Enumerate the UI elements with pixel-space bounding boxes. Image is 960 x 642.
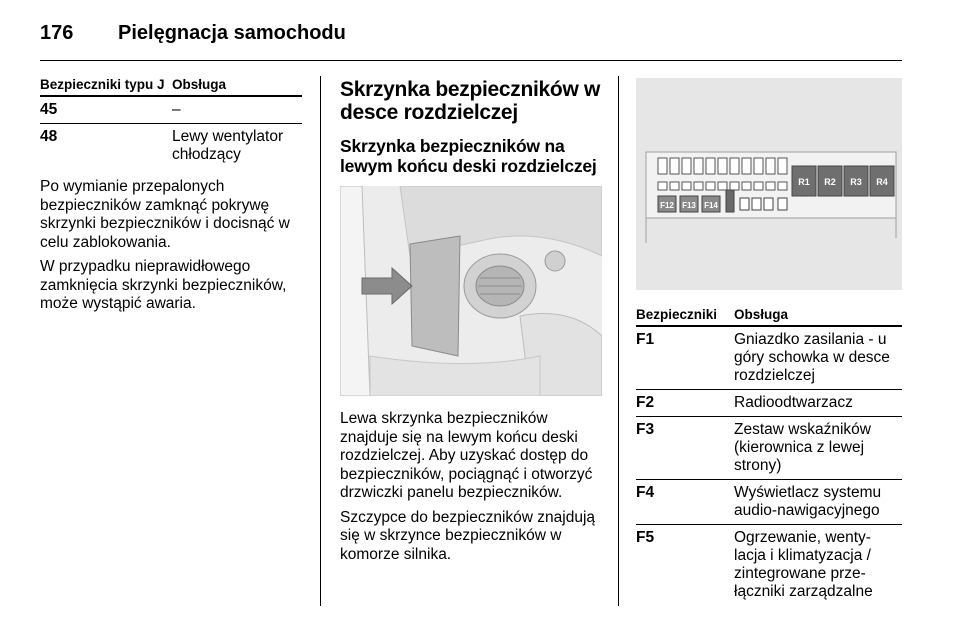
dashboard-fusebox-location-drawing <box>340 186 602 396</box>
fuse-label-f13: F13 <box>682 201 696 210</box>
fuse-function: Wyświetlacz systemu audio-nawigacyjnego <box>734 484 882 519</box>
relay-label-r2: R2 <box>824 177 836 187</box>
right-column <box>636 78 902 605</box>
paragraph: W przypadku nieprawidłowego zamknięcia skrzynki bezpieczników, może wystąpić awaria. <box>40 258 287 312</box>
fuse-function: Lewy wentylator chłodzący <box>172 128 284 163</box>
page-number: 176 <box>40 22 74 44</box>
paragraph: Po wymianie przepalonych bezpieczników zamknąć pokrywę skrzynki bezpieczników i docisnąć w celu zablokowania. <box>40 178 290 251</box>
fuse-function: – <box>172 101 181 118</box>
table-row <box>636 390 902 417</box>
fuse-table-j-header <box>40 78 302 97</box>
fuse-number: F4 <box>636 484 655 501</box>
page-title: Pielęgnacja samochodu <box>118 22 346 44</box>
fuse-table-header-key: Bezpieczniki <box>636 307 718 322</box>
fusebox-layout-drawing <box>636 78 902 290</box>
fuse-table-j-header-key: Bezpieczniki typu J <box>40 77 165 92</box>
relay-label-r3: R3 <box>850 177 862 187</box>
fuse-table <box>636 327 902 605</box>
fuse-number: F5 <box>636 529 655 546</box>
fuse-function: Radioodtwarzacz <box>734 394 853 411</box>
relay-label-r4: R4 <box>876 177 888 187</box>
fuse-number: F2 <box>636 394 655 411</box>
fuse-table-header <box>636 308 902 327</box>
section-subheading: Skrzynka bezpieczników na lewym końcu deski rozdzielczej <box>340 136 597 176</box>
fuse-table-header-value: Obsługa <box>734 307 789 322</box>
column-divider <box>618 76 619 606</box>
page-header <box>40 14 902 61</box>
table-row <box>636 327 902 390</box>
table-row <box>636 525 902 605</box>
fuse-table-j-header-value: Obsługa <box>172 77 227 92</box>
paragraph: Szczypce do bezpieczników znajdują się w skrzynce bezpieczników w komorze silnika. <box>340 508 596 563</box>
fusebox-illustration <box>636 78 902 290</box>
fuse-function: Ogrzewanie, wenty-lacja i klimatyzacja / zintegrowane prze-łączniki zarządzalne <box>734 529 873 600</box>
column-divider <box>320 76 321 606</box>
fuse-number: F1 <box>636 331 655 348</box>
dashboard-illustration <box>340 186 602 396</box>
table-row <box>636 480 902 525</box>
table-row <box>40 97 302 124</box>
fuse-number: 45 <box>40 101 58 118</box>
fuse-number: 48 <box>40 128 58 145</box>
fuse-table-j <box>40 97 302 168</box>
fuse-label-f14: F14 <box>704 201 718 210</box>
fuse-function: Gniazdko zasilania - u góry schowka w desce rozdzielczej <box>734 331 890 384</box>
fuse-label-f12: F12 <box>660 201 674 210</box>
middle-column <box>340 78 602 570</box>
left-column <box>40 78 302 320</box>
section-heading: Skrzynka bezpieczników w desce rozdzielczej <box>340 78 601 124</box>
paragraph: Lewa skrzynka bezpieczników znajduje się na lewym końcu deski rozdzielczej. Aby uzyskać dostęp do bezpieczników, pociągnąć i otworzyć drzwiczki panelu bezpieczników. <box>340 410 593 501</box>
fuse-number: F3 <box>636 421 655 438</box>
table-row <box>40 124 302 168</box>
table-row <box>636 417 902 480</box>
fuse-function: Zestaw wskaźników (kierownica z lewej strony) <box>734 421 871 474</box>
relay-label-r1: R1 <box>798 177 810 187</box>
